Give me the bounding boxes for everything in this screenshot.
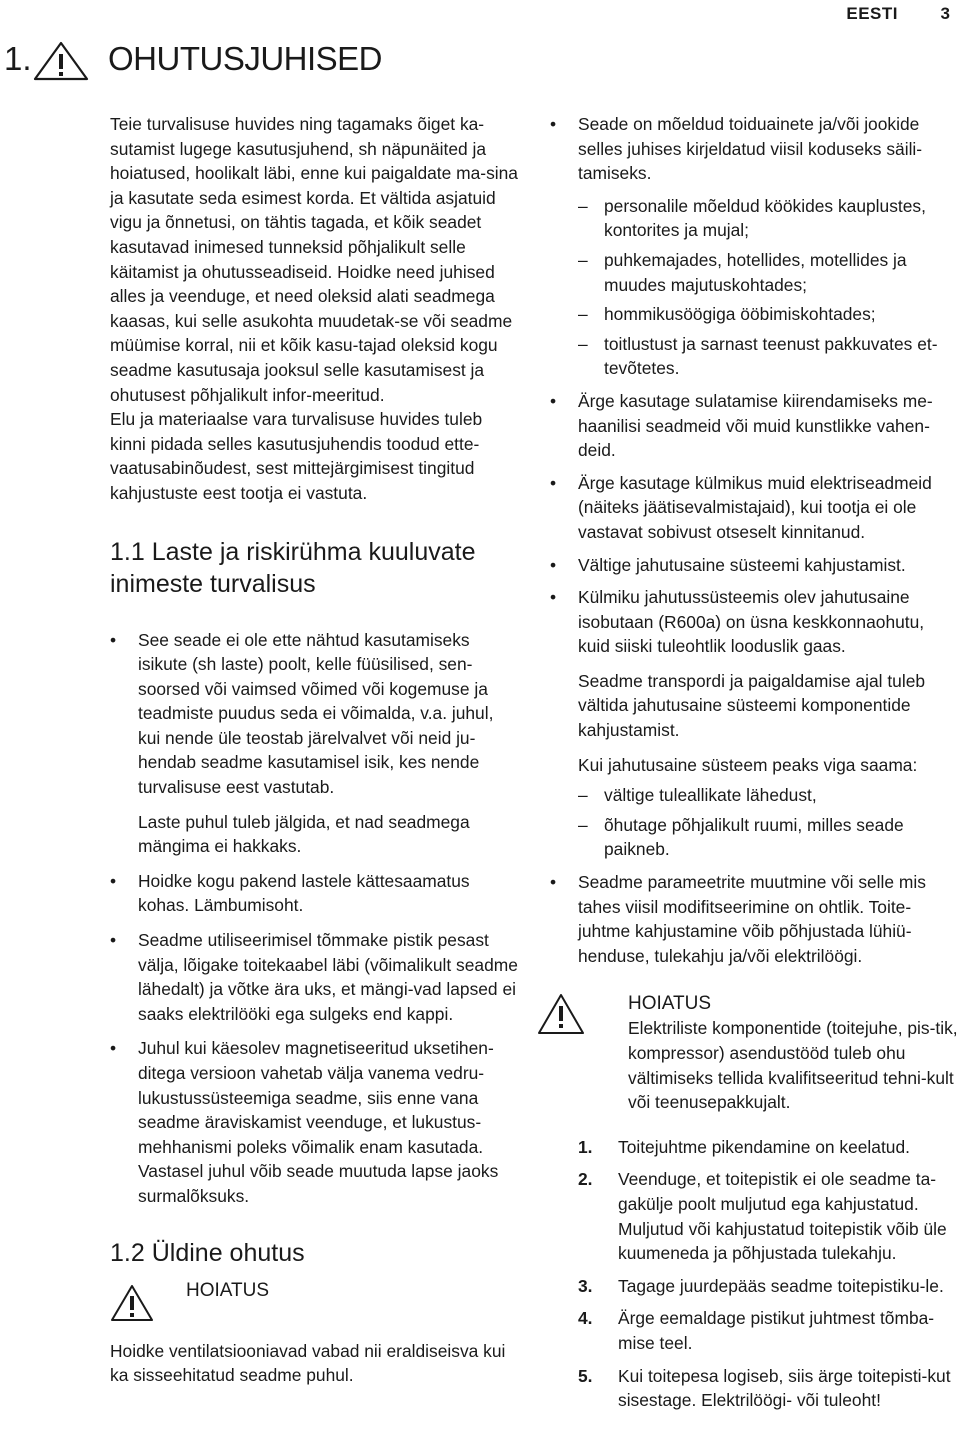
child-safety-list <box>110 628 520 1209</box>
power-cord-steps <box>578 1135 960 1413</box>
numbered-item: 2. Veenduge, et toitepistik ei ole seadme ta-gakülje poolt muljutud ega kahjustatud. Muljutud või kahjustatud toitepistik võib üle kuumeneda ja põhjustada tulekahju. <box>578 1169 947 1264</box>
section-number: 1. <box>4 40 32 77</box>
dash-item: – õhutage põhjalikult ruumi, milles seade paikneb. <box>578 813 960 862</box>
list-item: • Juhul kui käesolev magnetiseeritud uksetihen-ditega versioon vahetab välja vanema vedru-lukustussüsteemiga seadme, siis enne vana seadme äraviskamist veenduge, et lukustus-mehhanismi poleks võimalik enam kasutada. Vastasel juhul võib seade muutuda lapse jaoks surmalõksuks. <box>110 1036 520 1208</box>
leak-actions-list <box>578 783 960 862</box>
list-item: • Ärge kasutage külmikus muid elektriseadmeid (näiteks jäätisevalmistajaid), kui tootja ei ole vastavat sobivust otseselt kinnitanud. <box>550 471 960 545</box>
list-item: • Külmiku jahutussüsteemis olev jahutusaine isobutaan (R600a) on üsna keskkonnaohutu, kuid siiski tuleohtlik looduslik gaas. Seadme transpordi ja paigaldamise ajal tuleb vältida jahutusaine süsteemi komponentide kahjustamist. Kui jahutusaine süsteem peaks viga saama: – vältige tuleallikate lähedust, – õhutage põhjalikult ruumi, milles seade paikneb. <box>550 585 960 862</box>
language-label: EESTI <box>846 4 898 23</box>
warning-title: HOIATUS <box>628 993 712 1015</box>
subsection-1-2-heading: 1.2 Üldine ohutus <box>110 1238 305 1267</box>
list-item: • See seade ei ole ette nähtud kasutamiseks isikute (sh laste) poolt, kelle füüsilised, sen-soorsed või vaimsed võimed või kogemuse ja teadmiste puudus seda ei võimalda, v.a. juhul, kui nende üle teostab järelvalvet või neid ju-hendab seadme kasutamisel isik, kes nende turvalisuse eest vastutab. Laste puhul tuleb jälgida, et nad seadmega mängima ei hakkaks. <box>110 628 520 859</box>
warning-triangle-icon <box>536 992 586 1041</box>
page-number: 3 <box>940 4 950 23</box>
list-item: • Ärge kasutage sulatamise kiirendamiseks me-haanilisi seadmeid või muid kunstlikke vahen-deid. <box>550 389 960 463</box>
dash-item: – personalile mõeldud köökides kauplustes, kontorites ja mujal; <box>578 194 960 243</box>
warning-text: Elektriliste komponentide (toitejuhe, pis-tik, kompressor) asendustööd tuleb ohu vältimiseks tellida kvalifitseeritud tehni-kult või teenusepakkujalt. <box>628 1018 958 1113</box>
warning-title: HOIATUS <box>186 1279 270 1301</box>
list-item: • Hoidke kogu pakend lastele kättesaamatus kohas. Lämbumisoht. <box>110 869 520 918</box>
electrical-warning-block <box>550 992 960 1114</box>
numbered-item: 4. Ärge eemaldage pistikut juhtmest tõmba-mise teel. <box>578 1308 935 1353</box>
right-column <box>550 112 960 1413</box>
warning-triangle-icon <box>110 1283 154 1328</box>
list-item: • Vältige jahutusaine süsteemi kahjustamist. <box>550 553 960 578</box>
dash-item: – toitlustust ja sarnast teenust pakkuvates et-tevõtetes. <box>578 332 960 381</box>
list-item: • Seadme utiliseerimisel tõmmake pistik pesast välja, lõigake toitekaabel läbi (võimalikult seadme lähedalt) ja võtke ära uks, et mängi-vad lapsed ei saaks elektrilööki ega sulgeks end kappi. <box>110 928 520 1026</box>
numbered-item: 3. Tagage juurdepääs seadme toitepistiku-le. <box>578 1275 944 1296</box>
dash-item: – hommikusöögiga ööbimiskohtades; <box>578 302 960 327</box>
general-safety-list <box>550 112 960 968</box>
numbered-item: 1. Toitejuhtme pikendamine on keelatud. <box>578 1136 910 1157</box>
left-column <box>110 112 520 1388</box>
intro-paragraph-2: Elu ja materiaalse vara turvalisuse huvides tuleb kinni pidada selles kasutusjuhendis toodud ette-vaatusabinõudest, sest mittejärgimisest tingitud kahjustuste eest tootja ei vastuta. <box>110 409 483 503</box>
dash-item: – puhkemajades, hotellides, motellides ja muudes majutuskohtades; <box>578 248 960 297</box>
subsection-1-1-heading: 1.1 Laste ja riskirühma kuuluvate inimeste turvalisus <box>110 537 476 598</box>
warning-triangle-icon <box>32 40 90 87</box>
list-item: • Seadme parameetrite muutmine või selle mis tahes viisil modifitseerimine on ohtlik. Toite-juhtme kahjustamine võib põhjustada lühiü-henduse, tulekahju ja/või elektrilöögi. <box>550 870 960 968</box>
page-header <box>656 2 956 32</box>
dash-item: – vältige tuleallikate lähedust, <box>578 783 960 808</box>
warning-block <box>110 1279 520 1339</box>
list-item: • Seade on mõeldud toiduainete ja/või jookide selles juhises kirjeldatud viisil koduseks säili-tamiseks. – personalile mõeldud köökides kauplustes, kontorites ja mujal; – puhkemajades, hotellides, motellides ja muudes majutuskohtades; – hommikusöögiga ööbimiskohtades; – toitlustust ja sarnast teenust pakkuvates et-tevõtetes. <box>550 112 960 381</box>
numbered-item: 5. Kui toitepesa logiseb, siis ärge toitepisti-kut sisestage. Elektrilöögi- või tuleoht! <box>578 1365 951 1411</box>
ventilation-warning-text: Hoidke ventilatsiooniavad vabad nii eraldiseisva kui ka sisseehitatud seadme puhul. <box>110 1340 506 1386</box>
usage-places-list <box>578 194 960 381</box>
intro-paragraph-1: Teie turvalisuse huvides ning tagamaks õiget ka-sutamist lugege kasutusjuhend, sh näpunäited ja hoiatused, hoolikalt läbi, enne kui paigaldate ma-sina ja kasutate seda esimest korda. Et vältida asjatuid vigu ja õnnetusi, on tähtis tagada, et kõik seadet kasutavad inimesed tunneksid põhjalikult selle käitamist ja ohutusseadiseid. Hoidke need juhised alles ja veenduge, et need oleksid alati seadmega kaasas, kui selle asukohta muudetak-se või seadme müümise korral, nii et kõik kasu-tajad oleksid kogu seadme kasutusaja jooksul selle kasutamisest ja ohutusest põhjalikult infor-meeritud. <box>110 114 518 405</box>
section-heading: OHUTUSJUHISED <box>108 40 383 77</box>
